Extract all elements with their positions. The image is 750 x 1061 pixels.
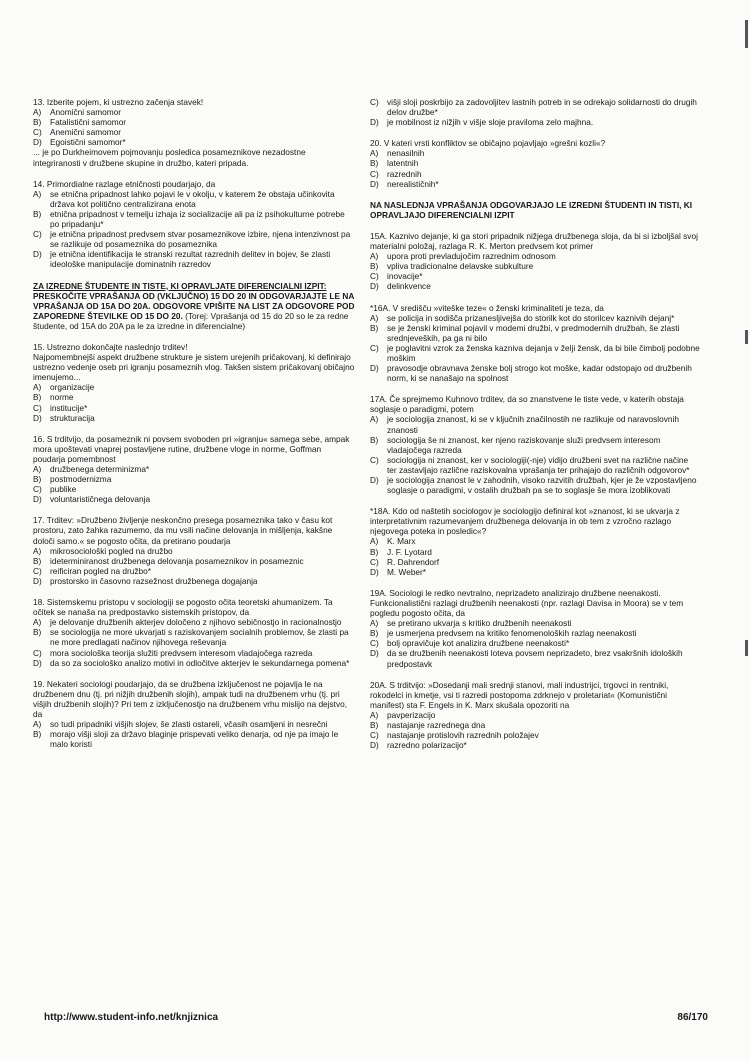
answer-option [370,730,700,740]
answer-text: nastajanje protislovih razrednih položajev [387,730,539,741]
question-block [33,97,355,168]
answer-text: se policija in sodišča prizanesljivejša do storilk kot do storilcev kaznivih dejanj* [387,312,675,323]
answer-text: se pretirano ukvarja s kritiko družbenih neenakosti [387,618,572,629]
answer-letter: C) [370,556,379,567]
answer-option [33,209,355,229]
answer-letter: A) [33,545,42,556]
question-text: 13. Izberite pojem, ki ustrezno začenja stavek! [33,97,204,107]
answer-text: R. Dahrendorf [387,556,440,567]
question-block [370,138,700,188]
question-text: *16A. V središču »viteške teze« o ženski kriminaliteti je teza, da [370,302,604,313]
answer-letter: C) [33,484,42,495]
scan-edge-mark [745,640,748,656]
extraordinary-students-heading: NA NASLEDNJA VPRAŠANJA ODGOVARJAJO LE IZREDNI ŠTUDENTI IN TISTI, KI OPRAVLJAJO DIFERENCIALNI IZPIT [370,199,693,220]
answer-letter: A) [370,414,379,425]
page-number: 86/170 [677,1012,708,1023]
question-text: 15A. Kaznivo dejanje, ki ga stori pripadnik nižjega družbenega sloja, da bi si izboljšal svoj materialni položaj, razlaga R. K. Merton predvsem kot primer [370,230,698,252]
answer-text: ideterminiranost družbenega delovanja posameznikov in posameznic [50,555,304,566]
answer-letter: B) [370,434,379,445]
answer-text: je delovanje družbenih akterjev določeno z njihovo sebičnostjo in racionalnostjo [50,617,342,628]
answer-text: pravosodje obravnava ženske bolj strogo kot moške, kadar odstopajo od družbenih norm, ki se nanašajo na spolnost [387,363,692,384]
answer-option [370,536,700,546]
answer-option [33,484,355,494]
answer-letter: A) [370,312,379,323]
answer-option [33,474,355,484]
answer-option [33,229,355,249]
question-intro: Najpomembnejši aspekt družbene strukture je sistem urejenih pričakovanj, ki definirajo ustrezno vedenje oseb pri igranju posameznih vlog. Takšen sistem pričakovanj običajno imenujemo... [33,352,355,383]
answer-text: Egoistični samomor* [50,137,126,148]
answer-text: je mobilnost iz nižjih v višje sloje praviloma zelo majhna. [387,117,594,128]
answer-option [33,494,355,504]
answer-option [370,117,700,127]
answer-text: razrednih [387,168,422,179]
answer-letter: B) [370,546,379,557]
answer-text: norme [50,392,74,403]
answer-option [33,392,355,402]
question-block [33,597,355,668]
answer-text: etnična pripadnost v temelju izhaja iz socializacije ali pa iz psihokulturne potrebe po pripadanju* [50,208,345,230]
answer-option [370,169,700,179]
answer-letter: C) [370,168,379,179]
answer-letter: C) [370,342,379,353]
answer-letter: A) [33,719,42,730]
answer-letter: D) [33,249,42,260]
answer-option [33,556,355,566]
answer-text: morajo višji sloji za državo blaginje prispevati veliko denarja, od nje pa imajo le malo koristi [50,729,339,750]
answer-letter: B) [33,474,42,485]
answer-option [370,567,700,577]
answer-option [33,576,355,586]
footer-url[interactable]: http://www.student-info.net/knjiznica [44,1012,219,1023]
answer-option [33,107,355,117]
answer-letter: A) [370,148,379,159]
answer-text: družbenega determinizma* [50,464,150,474]
answer-letter: A) [33,464,42,474]
answer-letter: D) [370,178,379,189]
answer-option [33,617,355,627]
answer-letter: A) [33,107,42,118]
answer-option [370,455,700,475]
question-text: 16. S trditvijo, da posameznik ni povsem svoboden pri »igranju« samega sebe, ampak mora upoštevati vnaprej postavljene rutine, družbene vloge in norme, Goffman poudarja pomembnost [33,433,350,464]
answer-option [370,475,700,495]
question-block [370,506,700,577]
answer-text: bolj opravičuje kot analizira družbene neenakosti* [387,638,570,649]
answer-text: postmodernizma [50,474,112,485]
answer-text: prostorsko in časovno razsežnost družbenega dogajanja [50,575,258,586]
answer-letter: B) [370,628,379,639]
answer-text: vpliva tradicionalne delavske subkulture [387,261,534,272]
answer-text: je etnična identifikacija le stranski rezultat razrednih delitev in bojev, še zlasti ideološke manipulacije dominatnih razredov [50,249,331,270]
answer-text: da se družbenih neenakosti loteva povsem neprizadeto, brez vsakršnih idoloških predpostavk [387,648,683,669]
answer-letter: D) [33,575,42,586]
answer-text: se etnična pripadnost lahko pojavi le v okolju, v katerem že obstaja učinkovita država kot politično centralizirana enota [50,188,335,209]
answer-text: je sociologija znanost, ki se v ključnih značilnostih ne razlikuje od naravoslovnih znanosti [387,414,679,435]
answer-text: J. F. Lyotard [387,546,432,557]
question-text: 14. Primordialne razlage etničnosti poudarjajo, da [33,178,216,189]
answer-text: reificiran pogled na družbo* [50,565,152,576]
question-block [370,588,700,669]
answer-option [370,720,700,730]
scan-edge-mark [745,330,748,344]
answer-option [370,313,700,323]
answer-text: pavperizacijo [387,709,436,720]
special-instructions-note: (Torej: Vprašanja od 15 do 20 so le za redne študente, od 15A do 20A pa le za izredne in diferencialne) [33,310,349,331]
question-19-continuation [370,97,700,127]
answer-option [370,251,700,261]
answer-text: mikrosociološki pogled na družbo [50,545,173,556]
answer-letter: D) [370,648,379,659]
answer-text: je etnična pripadnost predvsem stvar posameznikove izbire, njena intenzivnost pa se razlikuje od posameznika do posameznika [50,229,351,250]
answer-option [370,261,700,271]
answer-text: K. Marx [387,536,416,547]
answer-letter: C) [370,454,379,465]
question-continuation: ... je po Durkheimovem pojmovanju posledica posameznikove nezadostne integriranosti v družbene skupine in družbo, kateri pripada. [33,147,306,168]
answer-letter: D) [370,566,379,577]
answer-text: nastajanje razrednega dna [387,719,486,730]
answer-option [33,127,355,137]
right-column [370,97,700,761]
answer-option [370,710,700,720]
answer-text: razredno polarizacijo* [387,740,467,751]
answer-text: voluntarističnega delovanja [50,494,151,505]
special-instructions-underlined: ZA IZREDNE ŠTUDENTE IN TISTE, KI OPRAVLJATE DIFERENCIALNI IZPIT: [33,280,327,291]
answer-letter: D) [33,137,42,148]
answer-option [370,343,700,363]
answer-letter: C) [33,647,42,658]
answer-letter: C) [33,565,42,576]
answer-text: organizacije [50,382,95,393]
answer-option [370,435,700,455]
answer-letter: C) [370,271,379,282]
answer-letter: C) [33,229,42,240]
question-block [370,394,700,495]
answer-text: inovacije* [387,271,423,282]
answer-option [33,117,355,127]
answer-letter: A) [370,618,379,629]
question-text: 17. Trditev: »Družbeno življenje neskončno presega posameznika tako v času kot prostoru, zato žahka razumemo, da mu vsili načine delovanja in mišljenja, kakšne določi samo.« se pogosto očita, da pretirano poudarja [33,515,333,546]
answer-text: da so za sociološko analizo motivi in odločitve akterjev le sekundarnega pomena* [50,657,350,668]
question-text: *18A. Kdo od naštetih sociologov je sociologijo definiral kot »znanost, ki se ukvarja z interpretativnim razumevanjem družbenega delovanja in ob tem z vzročno razlago njegovega poteka in posledic«? [370,506,680,537]
answer-letter: B) [370,322,379,333]
question-text: 19. Nekateri sociologi poudarjajo, da se družbena izključenost ne pojavlja le na družbenem dnu (tj. pri nižjih družbenih slojih), ampak tudi na družbenem vrhu (tj. pri višjih družbenih slojih)? Pri tem z izključenostjo na družbenem vrhu mislijo na dejstvo, da [33,678,348,719]
question-text: 18. Sistemskemu pristopu v sociologiji se pogosto očita teoretski ahumanizem. Ta očitek se nanaša na predpostavko sistemskih pristopov, da [33,597,333,618]
answer-option [370,158,700,168]
answer-text: Anomični samomor [50,107,122,118]
answer-letter: B) [33,627,42,638]
answer-option [33,464,355,474]
question-block [33,342,355,423]
answer-text: upora proti prevladujočim razrednim odnosom [387,251,556,262]
answer-text: se je ženski kriminal pojavil v modemi družbi, v predmodernih družbah, še zlasti srednjeveških, pa ga ni bilo [387,322,680,343]
answer-option [370,547,700,557]
answer-letter: C) [33,402,42,413]
question-text: 20A. S trditvijo: »Dosedanji mali srednji stanovi, mali industrijci, trgovci in rentniki, rokodelci in kmetje, vsi ti razredi postopoma zdrknejo v proletariat« (Komunistični manifest) sta F. Engels in K. Marx skušala opozoriti na [370,679,669,710]
answer-letter: C) [370,97,379,107]
answer-letter: C) [370,638,379,649]
answer-letter: C) [370,730,379,741]
answer-text: je sociologija znanost le v zahodnih, visoko razvitih družbah, kjer je že vzpostavljeno soglasje o paradigmi, v ostalih družbah pa se to soglasje še mora izoblikovati [387,475,697,496]
special-instructions-body: PRESKOČITE VPRAŠANJA OD (VKLJUČNO) 15 DO 20 IN ODGOVARJAJTE LE NA VPRAŠANJA OD 15A DO 20A. ODGOVORE VPIŠITE NA LIST ZA ODGOVORE POD ZAPOREDNE ŠTEVILKE OD 15 DO 20. [33,290,355,321]
answer-text: nenasilnih [387,148,425,159]
question-block [370,231,700,292]
answer-option [33,403,355,413]
answer-option [33,382,355,392]
answer-text: sociologija ni znanost, ker v sociologiji(-nje) vidijo družbeni svet na različne načine ter zastavljajo različne raziskovalna vprašanja ter prihajajo do različnih odgovorov* [387,454,690,475]
answer-option [370,618,700,628]
answer-letter: D) [33,494,42,505]
answer-option [370,363,700,383]
answer-letter: A) [370,536,379,547]
answer-letter: B) [33,555,42,566]
answer-option [33,189,355,209]
answer-text: sociologija še ni znanost, ker njeno raziskovanje služi predvsem interesom vladajočega razreda [387,434,661,455]
answer-option [370,638,700,648]
answer-option [33,719,355,729]
answer-text: so tudi pripadniki višjih slojev, še zlasti ostareli, včasih osamljeni in nesrečni [50,719,328,730]
question-block [33,179,355,270]
question-block [370,303,700,384]
answer-text: M. Weber* [387,566,427,577]
answer-option [370,557,700,567]
question-text: 19A. Sociologi le redko nevtralno, neprizadeto analizirajo družbene neenakosti. Funkcionalistični razlagi družbenih neenakosti (npr. razlagi Davisa in Moora) se v tem pogledu pogosto očita, da [370,587,684,619]
answer-letter: D) [370,475,379,485]
answer-option [370,179,700,189]
question-block [33,515,355,586]
answer-letter: D) [370,363,379,374]
answer-option [370,414,700,434]
answer-option [33,729,355,749]
answer-option [33,658,355,668]
question-text: 15. Ustrezno dokončajte naslednjo trditev! [33,341,188,352]
answer-letter: A) [33,188,42,199]
answer-text: višji sloji poskrbijo za zadovoljitev lastnih potreb in se odrekajo solidarnosti do drugih delov družbe* [387,97,697,118]
answer-letter: B) [370,719,379,730]
answer-text: mora sociološka teorija služiti predvsem interesom vladajočega razreda [50,647,313,658]
answer-letter: A) [370,251,379,262]
answer-letter: B) [33,392,42,403]
answer-letter: B) [33,729,42,740]
answer-option [33,627,355,647]
special-instructions [33,281,355,331]
answer-letter: D) [370,281,379,292]
answer-text: delinkvence [387,281,431,292]
answer-letter: D) [33,657,42,668]
question-block [33,679,355,750]
answer-letter: C) [33,127,42,138]
answer-text: Anemični samomor [50,127,122,138]
answer-option [370,281,700,291]
answer-option [33,648,355,658]
answer-letter: D) [370,740,379,751]
answer-letter: A) [33,617,42,628]
question-text: 20. V kateri vrsti konfliktov se običajno pojavljajo »grešni kozli«? [370,138,606,149]
answer-text: je usmerjena predvsem na kritiko fenomenoloških razlag neenakosti [387,628,637,639]
answer-text: nerealističnih* [387,178,439,189]
answer-text: publike [50,484,77,495]
answer-letter: B) [33,208,42,219]
answer-text: institucije* [50,402,88,413]
answer-option [33,413,355,423]
question-block [33,434,355,505]
answer-text: je poglavitni vzrok za ženska kazniva dejanja v želji žensk, da bi bile čimbolj podobne moškim [387,342,700,363]
answer-option [33,546,355,556]
answer-letter: B) [370,261,379,272]
answer-letter: D) [370,117,379,128]
answer-text: strukturacija [50,412,95,423]
answer-option [370,740,700,750]
answer-option [370,271,700,281]
answer-option [370,97,700,117]
answer-text: Fatalistični samomor [50,117,127,128]
answer-option [33,566,355,576]
answer-option [370,323,700,343]
answer-letter: D) [33,412,42,423]
answer-letter: A) [370,709,379,720]
answer-option [33,137,355,147]
scan-edge-mark [745,20,748,48]
answer-option [370,628,700,638]
question-block [370,680,700,751]
answer-text: se sociologija ne more ukvarjati s raziskovanjem socialnih problemov, še zlasti pa ne more predlagati načinov njihovega reševanja [50,627,349,648]
answer-option [370,148,700,158]
left-column [33,97,355,760]
answer-letter: A) [33,382,42,393]
question-text: 17A. Če sprejmemo Kuhnovo trditev, da so znanstvene le tiste vede, v katerih obstaja soglasje o paradigmi, potem [370,394,684,415]
answer-text: latentnih [387,158,419,169]
answer-option [33,249,355,269]
answer-option [370,648,700,668]
answer-letter: B) [33,117,42,128]
answer-letter: B) [370,158,379,169]
